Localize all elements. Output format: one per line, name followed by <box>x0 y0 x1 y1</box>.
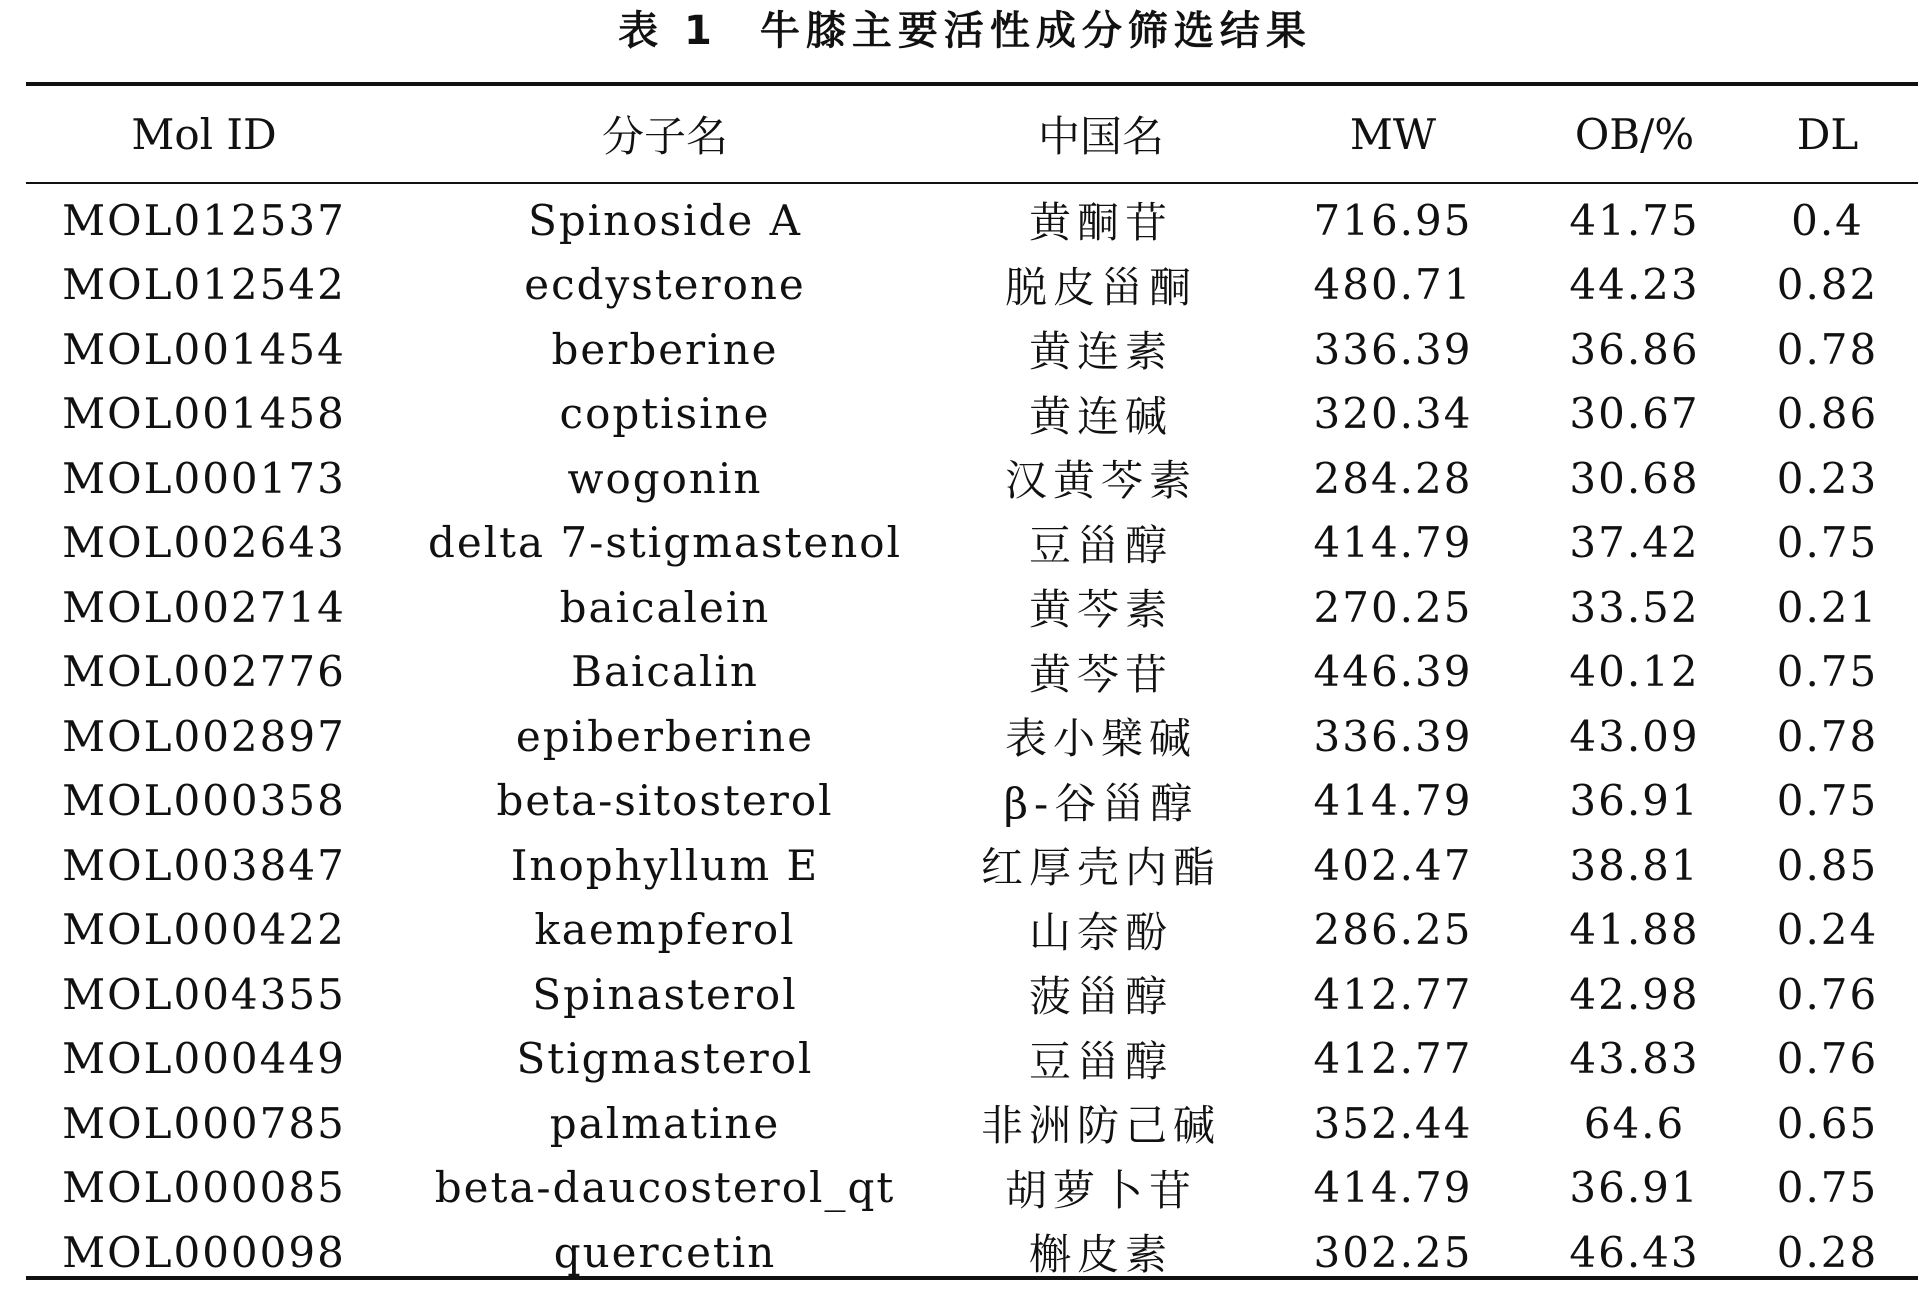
cell-dl: 0.75 <box>1776 776 1879 826</box>
cell-molecule-name: kaempferol <box>534 905 796 955</box>
table-row <box>26 833 1918 898</box>
cell-ob: 41.75 <box>1569 195 1700 245</box>
header-mw: MW <box>1349 109 1437 159</box>
cell-molecule-name: coptisine <box>559 389 771 439</box>
table-row <box>26 253 1918 318</box>
table-row <box>26 1027 1918 1092</box>
cell-chinese-name: 山奈酚 <box>1028 907 1173 957</box>
cell-chinese-name: 胡萝卜苷 <box>1004 1165 1197 1215</box>
cell-dl: 0.85 <box>1776 840 1879 890</box>
cell-chinese-name: 黄酮苷 <box>1028 198 1173 248</box>
table-row <box>26 182 1918 253</box>
cell-dl: 0.78 <box>1776 711 1879 761</box>
cell-ob: 41.88 <box>1569 905 1700 955</box>
cell-chinese-name: 黄芩苷 <box>1028 649 1173 699</box>
cell-mw: 414.79 <box>1313 1163 1473 1213</box>
cell-ob: 38.81 <box>1569 840 1700 890</box>
header-dl: DL <box>1796 109 1859 159</box>
cell-dl: 0.86 <box>1776 389 1879 439</box>
cell-mol-id: MOL000085 <box>62 1163 346 1213</box>
cell-mol-id: MOL001454 <box>62 324 346 374</box>
cell-mol-id: MOL000358 <box>62 776 346 826</box>
table-row <box>26 446 1918 511</box>
header-ob: OB/% <box>1574 109 1695 159</box>
table-row <box>26 898 1918 963</box>
table-row <box>26 640 1918 705</box>
cell-mw: 286.25 <box>1313 905 1473 955</box>
cell-mol-id: MOL003847 <box>62 840 346 890</box>
cell-molecule-name: epiberberine <box>515 711 815 761</box>
cell-ob: 40.12 <box>1569 647 1700 697</box>
cell-mw: 412.77 <box>1313 1034 1473 1084</box>
cell-chinese-name: 黄连素 <box>1028 327 1173 377</box>
table-title: 牛膝主要活性成分筛选结果 <box>759 8 1312 54</box>
cell-molecule-name: Spinasterol <box>532 969 798 1019</box>
cell-molecule-name: baicalein <box>559 582 771 632</box>
cell-chinese-name: 脱皮甾酮 <box>1004 262 1197 312</box>
cell-molecule-name: Stigmasterol <box>516 1034 814 1084</box>
header-chinese-name: 中国名 <box>1037 112 1164 161</box>
cell-mw: 336.39 <box>1313 711 1473 761</box>
cell-mol-id: MOL000173 <box>62 453 346 503</box>
header-molecule-name: 分子名 <box>601 112 728 161</box>
cell-mw: 716.95 <box>1313 195 1473 245</box>
cell-dl: 0.24 <box>1776 905 1879 955</box>
cell-dl: 0.65 <box>1776 1098 1879 1148</box>
cell-ob: 43.83 <box>1569 1034 1700 1084</box>
cell-ob: 43.09 <box>1569 711 1700 761</box>
cell-dl: 0.82 <box>1776 260 1879 310</box>
cell-ob: 30.67 <box>1569 389 1700 439</box>
cell-molecule-name: Baicalin <box>571 647 759 697</box>
cell-dl: 0.75 <box>1776 518 1879 568</box>
cell-mol-id: MOL002714 <box>62 582 346 632</box>
cell-mw: 414.79 <box>1313 776 1473 826</box>
cell-mol-id: MOL000785 <box>62 1098 346 1148</box>
table-row <box>26 382 1918 447</box>
cell-molecule-name: quercetin <box>553 1227 777 1277</box>
table-row <box>26 1156 1918 1221</box>
cell-dl: 0.75 <box>1776 1163 1879 1213</box>
compound-table <box>26 86 1918 1285</box>
table-row <box>26 769 1918 834</box>
cell-ob: 36.86 <box>1569 324 1700 374</box>
cell-ob: 64.6 <box>1583 1098 1686 1148</box>
cell-dl: 0.21 <box>1776 582 1879 632</box>
table-number: 表 1 <box>618 8 718 54</box>
cell-chinese-name: 黄芩素 <box>1028 585 1173 635</box>
cell-mol-id: MOL000449 <box>62 1034 346 1084</box>
cell-mw: 352.44 <box>1313 1098 1473 1148</box>
cell-ob: 46.43 <box>1569 1227 1700 1277</box>
cell-ob: 36.91 <box>1569 1163 1700 1213</box>
cell-ob: 44.23 <box>1569 260 1700 310</box>
cell-molecule-name: ecdysterone <box>524 260 806 310</box>
cell-chinese-name: 非洲防己碱 <box>980 1101 1221 1151</box>
table-row <box>26 317 1918 382</box>
cell-mol-id: MOL000422 <box>62 905 346 955</box>
cell-molecule-name: delta 7-stigmastenol <box>427 518 903 568</box>
table-row <box>26 1091 1918 1156</box>
cell-ob: 33.52 <box>1569 582 1700 632</box>
cell-molecule-name: beta-sitosterol <box>496 776 834 826</box>
cell-chinese-name: 黄连碱 <box>1028 391 1173 441</box>
cell-mw: 302.25 <box>1313 1227 1473 1277</box>
cell-chinese-name: 汉黄芩素 <box>1004 456 1197 506</box>
table-row <box>26 962 1918 1027</box>
header-mol-id: Mol ID <box>131 109 277 159</box>
cell-mol-id: MOL012537 <box>62 195 346 245</box>
cell-mol-id: MOL002776 <box>62 647 346 697</box>
table-row <box>26 704 1918 769</box>
cell-mol-id: MOL002643 <box>62 518 346 568</box>
cell-ob: 36.91 <box>1569 776 1700 826</box>
table-row <box>26 511 1918 576</box>
cell-dl: 0.23 <box>1776 453 1879 503</box>
cell-chinese-name: 表小檗碱 <box>1004 714 1197 764</box>
cell-chinese-name: β-谷甾醇 <box>1003 778 1199 828</box>
cell-dl: 0.76 <box>1776 1034 1879 1084</box>
cell-mw: 412.77 <box>1313 969 1473 1019</box>
table-caption <box>0 0 1930 62</box>
cell-mol-id: MOL012542 <box>62 260 346 310</box>
cell-molecule-name: Inophyllum E <box>510 840 820 890</box>
cell-mw: 446.39 <box>1313 647 1473 697</box>
cell-mol-id: MOL004355 <box>62 969 346 1019</box>
cell-chinese-name: 菠甾醇 <box>1028 972 1173 1022</box>
cell-dl: 0.78 <box>1776 324 1879 374</box>
table-row <box>26 575 1918 640</box>
cell-mol-id: MOL000098 <box>62 1227 346 1277</box>
cell-ob: 30.68 <box>1569 453 1700 503</box>
cell-dl: 0.28 <box>1776 1227 1879 1277</box>
header-row <box>26 86 1918 182</box>
cell-molecule-name: beta-daucosterol_qt <box>434 1163 896 1213</box>
cell-dl: 0.4 <box>1791 195 1864 245</box>
cell-mw: 402.47 <box>1313 840 1473 890</box>
cell-mw: 480.71 <box>1313 260 1473 310</box>
cell-ob: 37.42 <box>1569 518 1700 568</box>
cell-dl: 0.76 <box>1776 969 1879 1019</box>
table-row <box>26 1220 1918 1285</box>
cell-chinese-name: 槲皮素 <box>1028 1230 1173 1280</box>
cell-mw: 320.34 <box>1313 389 1473 439</box>
cell-molecule-name: wogonin <box>567 453 763 503</box>
cell-mw: 284.28 <box>1313 453 1473 503</box>
cell-mol-id: MOL001458 <box>62 389 346 439</box>
cell-mw: 336.39 <box>1313 324 1473 374</box>
cell-chinese-name: 豆甾醇 <box>1028 520 1173 570</box>
cell-mw: 414.79 <box>1313 518 1473 568</box>
cell-dl: 0.75 <box>1776 647 1879 697</box>
cell-molecule-name: palmatine <box>549 1098 781 1148</box>
cell-molecule-name: Spinoside A <box>528 195 802 245</box>
cell-chinese-name: 红厚壳内酯 <box>980 843 1221 893</box>
cell-ob: 42.98 <box>1569 969 1700 1019</box>
cell-mw: 270.25 <box>1313 582 1473 632</box>
cell-chinese-name: 豆甾醇 <box>1028 1036 1173 1086</box>
cell-molecule-name: berberine <box>551 324 779 374</box>
cell-mol-id: MOL002897 <box>62 711 346 761</box>
